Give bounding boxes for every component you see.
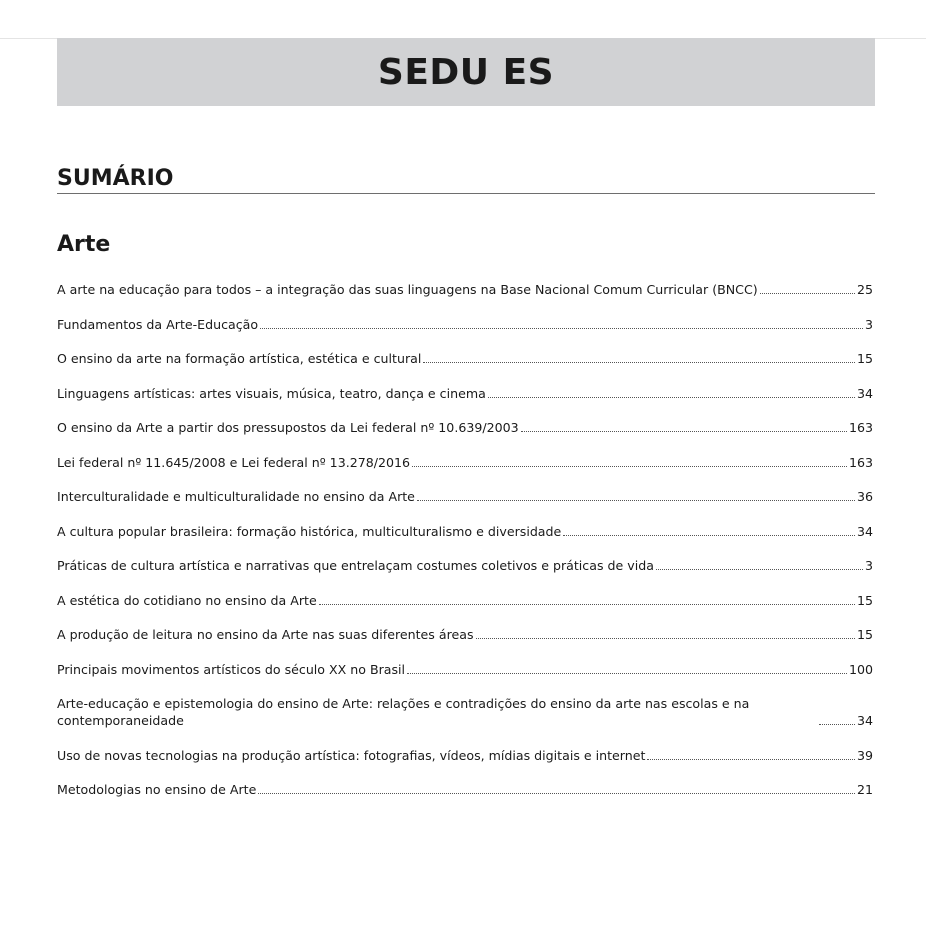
toc-entry[interactable] [57, 523, 873, 540]
summary-heading-text: SUMÁRIO [57, 166, 174, 191]
toc-entry[interactable] [57, 557, 873, 574]
toc-entry-page: 25 [856, 282, 873, 297]
toc-dot-leader [563, 535, 855, 536]
toc-entry-title: Uso de novas tecnologias na produção artística: fotografias, vídeos, mídias digitais e internet [57, 747, 646, 763]
toc-entry-title: Interculturalidade e multiculturalidade no ensino da Arte [57, 489, 415, 504]
toc-entry-page: 34 [856, 713, 873, 728]
toc-dot-leader [521, 431, 847, 432]
toc-entry[interactable] [57, 661, 873, 678]
toc-dot-leader [656, 569, 863, 570]
toc-dot-leader [412, 466, 847, 467]
toc-entry-title: Principais movimentos artísticos do século XX no Brasil [57, 661, 406, 677]
toc-dot-leader [407, 673, 847, 674]
toc-entry-title: O ensino da Arte a partir dos pressupostos da Lei federal nº 10.639/2003 [57, 420, 519, 435]
toc-dot-leader [819, 724, 855, 725]
toc-dot-leader [760, 293, 855, 294]
toc-entry[interactable] [57, 316, 873, 333]
section-heading: Arte [57, 232, 111, 257]
toc-entry-page: 15 [856, 351, 873, 366]
toc-entry[interactable] [57, 747, 873, 764]
toc-entry-title: A estética do cotidiano no ensino da Arte [57, 592, 317, 608]
toc-entry[interactable] [57, 454, 873, 471]
header-banner [57, 38, 875, 106]
toc-dot-leader [476, 638, 855, 639]
toc-dot-leader [488, 397, 855, 398]
toc-dot-leader [423, 362, 855, 363]
toc-entry-title: A produção de leitura no ensino da Arte nas suas diferentes áreas [57, 627, 474, 642]
toc-entry-title: Arte-educação e epistemologia do ensino de Arte: relações e contradições do ensino da arte nas escolas e na contemporaneidade [57, 696, 750, 728]
header-title: SEDU ES [377, 51, 555, 93]
toc-entry-page: 3 [864, 558, 873, 573]
toc-entry-page: 34 [856, 385, 873, 401]
toc-entry-title: Fundamentos da Arte-Educação [57, 316, 259, 332]
toc-dot-leader [258, 793, 855, 794]
toc-entry-page: 3 [864, 316, 873, 332]
toc-entry-page: 15 [856, 627, 873, 642]
toc-entry-page: 34 [856, 523, 873, 539]
toc-entry-title: Metodologias no ensino de Arte [57, 782, 257, 797]
toc-dot-leader [319, 604, 855, 605]
toc-entry-title: O ensino da arte na formação artística, estética e cultural [57, 351, 422, 366]
toc-entry-title: Lei federal nº 11.645/2008 e Lei federal nº 13.278/2016 [57, 454, 411, 470]
toc-entry-page: 36 [856, 489, 873, 504]
toc-entry-page: 15 [856, 592, 873, 608]
toc-dot-leader [417, 500, 855, 501]
toc-entry-page: 21 [856, 782, 873, 797]
toc-dot-leader [260, 328, 863, 329]
toc-dot-leader [647, 759, 855, 760]
toc-entry[interactable] [57, 781, 873, 798]
toc-entry-title: Práticas de cultura artística e narrativas que entrelaçam costumes coletivos e práticas de vida [57, 558, 654, 573]
toc-entry-title: Linguagens artísticas: artes visuais, música, teatro, dança e cinema [57, 385, 486, 401]
toc-entry-page: 39 [856, 747, 873, 763]
toc-entry[interactable] [57, 592, 873, 609]
toc-entry[interactable] [57, 350, 873, 367]
toc-entry-page: 100 [848, 661, 873, 677]
toc-entry-page: 163 [848, 454, 873, 470]
toc-entry[interactable] [57, 626, 873, 643]
toc-entry[interactable] [57, 385, 873, 402]
toc-entry-page: 163 [848, 420, 873, 435]
toc-entry-title: A arte na educação para todos – a integração das suas linguagens na Base Nacional Comum Curricular (BNCC) [57, 282, 758, 297]
toc-entry-title: A cultura popular brasileira: formação histórica, multiculturalismo e diversidade [57, 523, 562, 539]
toc-entry[interactable] [57, 281, 873, 298]
toc-entry[interactable] [57, 488, 873, 505]
table-of-contents [57, 281, 873, 816]
toc-entry[interactable] [57, 419, 873, 436]
summary-heading [57, 166, 875, 194]
toc-entry[interactable] [57, 695, 873, 729]
